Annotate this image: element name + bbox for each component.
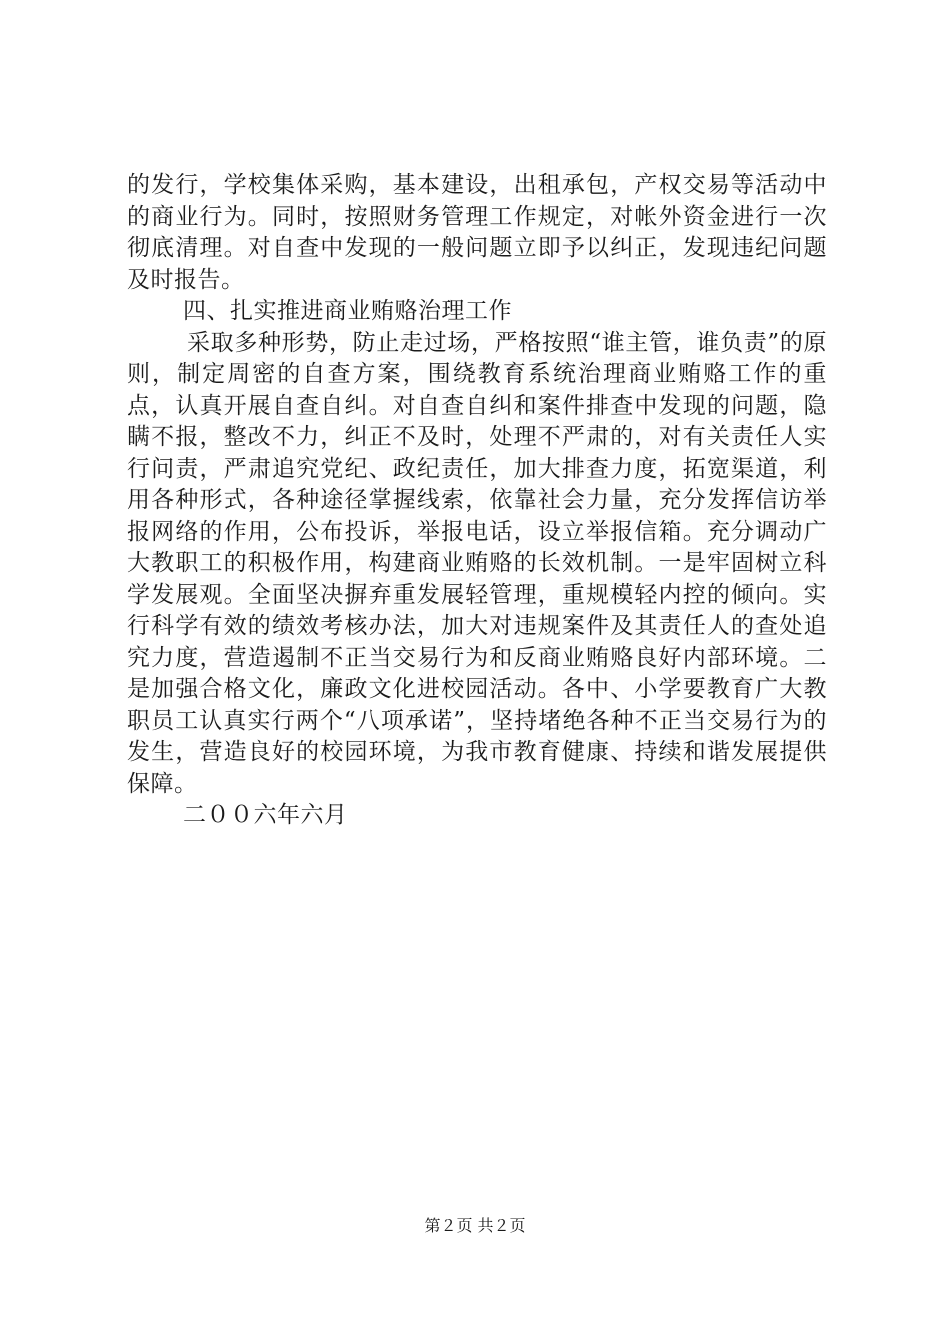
paragraph-body: 采取多种形势，防止走过场，严格按照“谁主管，谁负责”的原则，制定周密的自查方案，围绕教育系统治理商业贿赂工作的重点，认真开展自查自纠。对自查自纠和案件排查中发现的问题，隐瞒不报，整改不力，纠正不及时，处理不严肃的，对有关责任人实行问责，严肃追究党纪、政纪责任，加大排查力度，拓宽渠道，利用各种形式，各种途径掌握线索，依靠社会力量，充分发挥信访举报网络的作用，公布投诉，举报电话，设立举报信箱。充分调动广大教职工的积极作用，构建商业贿赂的长效机制。一是牢固树立科学发展观。全面坚决摒弃重发展轻管理，重规模轻内控的倾向。实行科学有效的绩效考核办法，加大对违规案件及其责任人的查处追究力度，营造遏制不正当交易行为和反商业贿赂良好内部环境。二是加强合格文化，廉政文化进校园活动。各中、小学要教育广大教职员工认真实行两个“八项承诺”，坚持堵绝各种不正当交易行为的发生，营造良好的校园环境，为我市教育健康、持续和谐发展提供保障。 [127, 329, 827, 797]
document-body [127, 170, 827, 832]
paragraph-continuation: 的发行，学校集体采购，基本建设，出租承包，产权交易等活动中的商业行为。同时，按照财务管理工作规定，对帐外资金进行一次彻底清理。对自查中发现的一般问题立即予以纠正，发现违纪问题及时报告。 [127, 172, 827, 293]
date-line: 二００六年六月 [183, 802, 348, 828]
section-heading: 四、扎实推进商业贿赂治理工作 [183, 298, 512, 324]
page-footer: 第２页 共２页 [424, 1216, 526, 1235]
